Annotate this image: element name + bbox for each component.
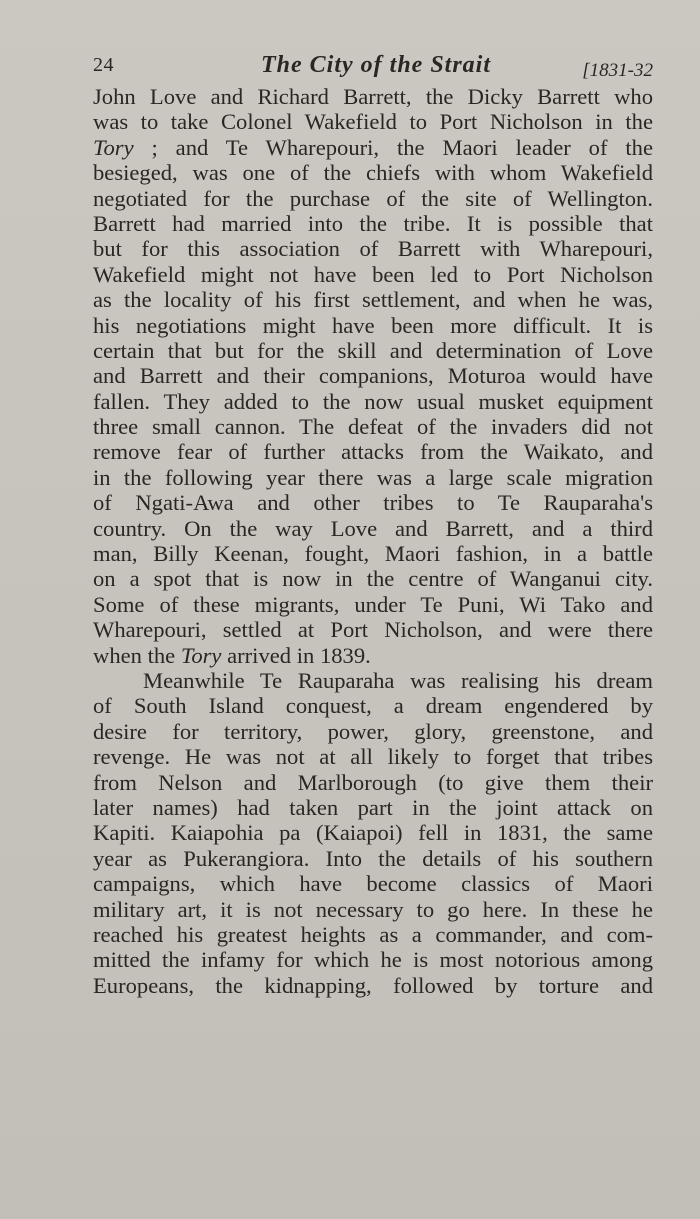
text-line: Wharepouri, settled at Port Nicholson, and were there <box>93 617 653 643</box>
text-line: reached his greatest heights as a commander, and com- <box>93 921 653 947</box>
text-line: as the locality of his first settlement, and when he was, <box>93 287 653 313</box>
ship-name-tory: Tory <box>180 642 222 668</box>
text-line: negotiated for the purchase of the site of Wellington. <box>93 185 653 211</box>
text-fragment: ; and Te Wharepouri, the Maori leader of the <box>133 134 653 160</box>
text-line: country. On the way Love and Barrett, and a third <box>93 515 653 541</box>
paragraph-2 <box>93 668 653 998</box>
text-line: from Nelson and Marlborough (to give them their <box>93 769 653 795</box>
paragraph-1 <box>93 84 653 668</box>
text-line: Some of these migrants, under Te Puni, Wi Tako and <box>93 591 653 617</box>
text-line: of South Island conquest, a dream engendered by <box>93 693 653 719</box>
text-line: Wakefield might not have been led to Port Nicholson <box>93 261 653 287</box>
text-line <box>93 135 653 160</box>
text-line: John Love and Richard Barrett, the Dicky Barrett who <box>93 84 653 109</box>
text-line <box>93 643 653 668</box>
text-line: in the following year there was a large scale migration <box>93 464 653 490</box>
text-line: Kapiti. Kaiapohia pa (Kaiapoi) fell in 1831, the same <box>93 820 653 846</box>
text-line: mitted the infamy for which he is most notorious among <box>93 947 653 973</box>
text-line: revenge. He was not at all likely to forget that tribes <box>93 744 653 770</box>
text-line: three small cannon. The defeat of the invaders did not <box>93 414 653 440</box>
text-line: remove fear of further attacks from the Waikato, and <box>93 439 653 465</box>
page-header <box>93 52 653 86</box>
ship-name-tory: Tory <box>93 134 134 160</box>
text-line: of Ngati-Awa and other tribes to Te Rauparaha's <box>93 490 653 516</box>
text-line: besieged, was one of the chiefs with whom Wakefield <box>93 160 653 186</box>
text-fragment: when the <box>93 642 181 668</box>
text-line: and Barrett and their companions, Moturoa would have <box>93 363 653 389</box>
running-title: The City of the Strait <box>261 52 492 78</box>
body-text <box>93 84 653 998</box>
text-line: military art, it is not necessary to go here. In these he <box>93 896 653 922</box>
text-line: later names) had taken part in the joint attack on <box>93 794 653 820</box>
text-line: on a spot that is now in the centre of Wanganui city. <box>93 566 653 592</box>
text-line: Meanwhile Te Rauparaha was realising his dream <box>143 667 653 693</box>
text-line: Barrett had married into the tribe. It is possible that <box>93 210 653 236</box>
page-number: 24 <box>93 54 114 76</box>
text-line: desire for territory, power, glory, greenstone, and <box>93 718 653 744</box>
text-fragment: arrived in 1839. <box>221 642 371 668</box>
text-line: was to take Colonel Wakefield to Port Nicholson in the <box>93 109 653 135</box>
text-line: fallen. They added to the now usual musket equipment <box>93 388 653 414</box>
text-line: year as Pukerangiora. Into the details of his southern <box>93 845 653 871</box>
text-line: but for this association of Barrett with Wharepouri, <box>93 236 653 262</box>
date-range: [1831-32 <box>582 60 653 81</box>
text-line: campaigns, which have become classics of Maori <box>93 871 653 897</box>
text-line: man, Billy Keenan, fought, Maori fashion, in a battle <box>93 541 653 567</box>
text-line: Europeans, the kidnapping, followed by torture and <box>93 972 653 998</box>
text-line: his negotiations might have been more difficult. It is <box>93 312 653 338</box>
text-line: certain that but for the skill and determination of Love <box>93 337 653 363</box>
